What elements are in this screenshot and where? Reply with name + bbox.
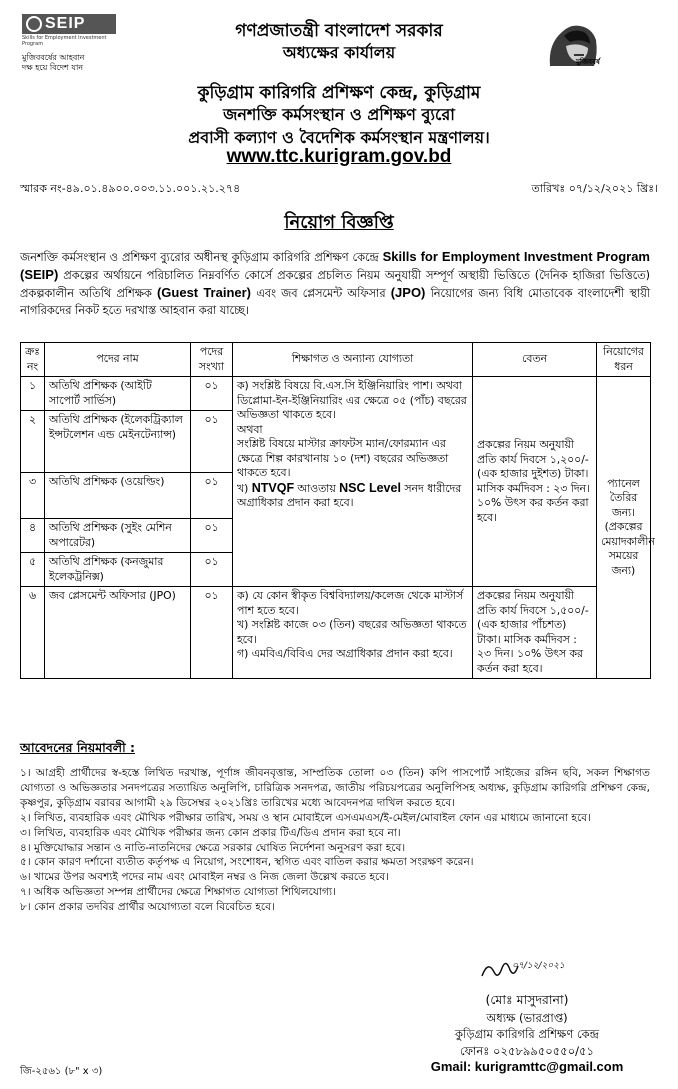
row-count: ০১: [191, 587, 233, 679]
signatory-phone: ফোনঃ ০২৫৮৯৯৫০৫৫০/৫১: [459, 1044, 594, 1058]
row-sl: ৪: [21, 519, 45, 553]
qualification-trainer: [233, 377, 473, 587]
qual-trainer-a: ক) সংশ্লিষ্ট বিষয়ে বি.এস.সি ইঞ্জিনিয়ারিং পাশ। অথবা ডিপ্লোমা-ইন-ইঞ্জিনিয়ারিং এর ক্ষেত্রে ০৫ (পাঁচ) বছরের অভিজ্ঞতা থাকতে হবে।: [237, 379, 467, 421]
signatory-designation: অধ্যক্ষ (ভারপ্রাপ্ত): [486, 1011, 568, 1025]
seip-logo-text: SEIP: [45, 15, 86, 32]
qual-jpo-b: খ) সংশ্লিষ্ট কাজে ০৩ (তিন) বছরের অভিজ্ঞতা থাকতে হবে।: [237, 618, 467, 646]
rules-title: আবেদনের নিয়মাবলী :: [20, 740, 136, 755]
salary-trainer: প্রকল্পের নিয়ম অনুযায়ী প্রতি কার্য দিবসে ১,২০০/- (এক হাজার দুইশত) টাকা। মাসিক কর্মদিবস : ২৩ দিন। ১০% উৎস কর কর্তন করা হবে।: [473, 377, 597, 587]
row-sl: ২: [21, 411, 45, 473]
rule-item: ৭। অধিক অভিজ্ঞতা সম্পন্ন প্রার্থীদের ক্ষেত্রে শিক্ষাগত যোগ্যতা শিথিলযোগ্য।: [20, 886, 336, 899]
email-label: Gmail:: [430, 1059, 475, 1074]
signatory-name: (মোঃ মাসুদরানা): [485, 992, 569, 1007]
rule-item: ২। লিখিত, ব্যবহারিক এবং মৌখিক পরীক্ষার তারিখ, সময় ও স্থান মোবাইলে এসএমএস/ই-মেইল/মোবাইল ফোন এর মাধ্যমে জানানো হবে।: [20, 811, 591, 824]
row-count: ০১: [191, 473, 233, 519]
rule-item: ৫। কোন কারণ দর্শানো ব্যতীত কর্তৃপক্ষ এ নিয়োগ, সংশোধন, স্থগিত এবং বাতিল করার ক্ষমতা সংরক্ষণ করেন।: [20, 856, 474, 869]
row-post: অতিথি প্রশিক্ষক (ইলেকট্রিক্যাল ইন্সটলেশন এন্ড মেইনটেন্যান্স): [45, 411, 191, 473]
row-count: ০১: [191, 411, 233, 473]
intro-text-3: এবং জব প্লেসমেন্ট অফিসার: [251, 287, 391, 300]
table-header-row: [21, 343, 651, 377]
row-post: অতিথি প্রশিক্ষক (আইটি সাপোর্ট সার্ভিস): [45, 377, 191, 411]
intro-text-1: জনশক্তি কর্মসংস্থান ও প্রশিক্ষণ ব্যুরোর অধীনস্থ কুড়িগ্রাম কারিগরি প্রশিক্ষণ কেন্দ্রে: [20, 251, 383, 264]
qual-trainer-nsc: NSC Level: [339, 480, 401, 495]
notice-title: নিয়োগ বিজ্ঞপ্তি: [284, 212, 394, 233]
intro-text-2: প্রকল্পের অর্থায়নে পরিচালিত নিম্নবর্ণিত কোর্সে প্রকল্পের প্রচলিত নিয়ম অনুযায়ী সম্পূর্ণ অস্থায়ী ভিত্তিতে (দৈনিক হাজিরা ভিত্তিতে) প্রকল্পকালীন অতিথি প্রশিক্ষক: [20, 269, 650, 300]
header-qualification: শিক্ষাগত ও অন্যান্য যোগ্যতা: [233, 343, 473, 377]
row-post: জব প্লেসমেন্ট অফিসার (JPO): [45, 587, 191, 679]
header-ministry: প্রবাসী কল্যাণ ও বৈদেশিক কর্মসংস্থান মন্ত্রণালয়।: [188, 128, 490, 147]
row-sl: ৩: [21, 473, 45, 519]
qual-jpo-a: ক) যে কোন স্বীকৃত বিশ্ববিদ্যালয়/কলেজ থেকে মাস্টার্স পাশ হতে হবে।: [237, 589, 464, 617]
signatory-office: কুড়িগ্রাম কারিগরি প্রশিক্ষণ কেন্দ্র: [455, 1027, 599, 1041]
qualification-jpo: [233, 587, 473, 679]
website-link[interactable]: www.ttc.kurigram.gov.bd: [226, 146, 452, 167]
table-row: [21, 587, 651, 679]
row-sl: ১: [21, 377, 45, 411]
row-post: অতিথি প্রশিক্ষক (সুইং মেশিন অপারেটর): [45, 519, 191, 553]
intro-program-name: Skills for Employment Investment Program (SEIP): [20, 249, 650, 282]
handwritten-signature: [478, 956, 565, 982]
positions-table: [20, 342, 655, 679]
row-sl: ৬: [21, 587, 45, 679]
qual-trainer-ntvqf: NTVQF: [251, 480, 295, 495]
emblem-text: মুজিববর্ষ: [576, 58, 600, 66]
intro-guest-trainer: (Guest Trainer): [156, 285, 252, 300]
signature-date: ০৭/১২/২০২১: [512, 961, 565, 971]
rule-item: ৪। মুক্তিযোদ্ধার সন্তান ও নাতি-নাতনিদের ক্ষেত্রে সরকার ঘোষিত নির্দেশনা অনুসরণ করা হবে।: [20, 841, 406, 854]
appointment-type: প্যানেল তৈরির জন্য। (প্রকল্পের মেয়াদকালীন সময়ের জন্য): [597, 377, 651, 679]
intro-jpo: (JPO): [390, 285, 426, 300]
row-count: ০১: [191, 377, 233, 411]
rule-item: ৮। কোন প্রকার তদবির প্রার্থীর অযোগ্যতা বলে বিবেচিত হবে।: [20, 901, 275, 914]
header-count: পদের সংখ্যা: [191, 343, 233, 377]
header-government: গণপ্রজাতন্ত্রী বাংলাদেশ সরকার: [235, 21, 443, 41]
row-post: অতিথি প্রশিক্ষক (ওয়েল্ডিং): [45, 473, 191, 519]
email-link[interactable]: kurigramttc@gmail.com: [474, 1059, 624, 1074]
qual-trainer-c-suffix: সনদ ধারীদের অগ্রাধিকার প্রদান করা হবে।: [237, 481, 462, 509]
row-count: ০১: [191, 519, 233, 553]
row-post: অতিথি প্রশিক্ষক (কনজুমার ইলেকট্রনিক্স): [45, 553, 191, 587]
table-row: [21, 377, 651, 411]
print-code: জি-২৫৬১ (৮" x ৩): [20, 1066, 103, 1077]
rule-item: ১। আগ্রহী প্রার্থীদের স্ব-হস্তে লিখিত দরখাস্ত, পূর্ণাঙ্গ জীবনবৃত্তান্ত, সাম্প্রতিক তোলা ০৩ (তিন) কপি পাসপোর্ট সাইজের রঙ্গিন ছবি, সকল শিক্ষাগত যোগ্যতা ও অভিজ্ঞতার সনদপত্রের সত্যায়িত অনুলিপি, চারিত্রিক সনদপত্র, জাতীয় পরিচয়পত্রের অনুলিপিসহ অধ্যক্ষ, কুড়িগ্রাম কারিগরি প্রশিক্ষণ কেন্দ্র, কৃষ্ণপুর, কুড়িগ্রাম বরাবর আগামী ২৯ ডিসেম্বর ২০২১খ্রিঃ তারিখের মধ্যে আবেদনপত্র দাখিল করতে হবে।: [20, 767, 650, 809]
header-bureau: জনশক্তি কর্মসংস্থান ও প্রশিক্ষণ ব্যুরো: [223, 105, 455, 124]
header-appointment-type: নিয়োগের ধরন: [597, 343, 651, 377]
qual-trainer-c-mid: আওতায়: [294, 481, 340, 495]
seip-logo-subtext: Skills for Employment Investment Program: [22, 35, 107, 47]
qual-trainer-c: [237, 481, 468, 511]
header-center: কুড়িগ্রাম কারিগরি প্রশিক্ষণ কেন্দ্র, কুড়িগ্রাম: [197, 83, 481, 103]
memo-reference: স্মারক নং-৪৯.০১.৪৯০০.০০৩.১১.০০১.২১.২৭৪: [20, 182, 241, 195]
rule-item: ৩। লিখিত, ব্যবহারিক এবং মৌখিক পরীক্ষার জন্য কোন প্রকার টিএ/ডিএ প্রদান করা হবে না।: [20, 826, 401, 839]
rule-item: ৬। খামের উপর অবশ্যই পদের নাম এবং মোবাইল নম্বর ও নিজ জেলা উল্লেখ করতে হবে।: [20, 871, 389, 884]
qual-trainer-c-prefix: খ): [237, 481, 252, 495]
memo-date: তারিখঃ ০৭/১২/২০২১ খ্রিঃ।: [531, 182, 658, 195]
header-salary: বেতন: [473, 343, 597, 377]
logo-slogan-line-1: মুজিববর্ষের আহবান: [22, 53, 85, 62]
row-sl: ৫: [21, 553, 45, 587]
signatory-email: [400, 1059, 654, 1075]
row-count: ০১: [191, 553, 233, 587]
qual-jpo-c: গ) এমবিএ/বিবিএ দের অগ্রাধিকার প্রদান করা হবে।: [237, 647, 453, 660]
header-office: অধ্যক্ষের কার্যালয়: [282, 43, 396, 62]
qual-trainer-b: সংশ্লিষ্ট বিষয়ে মাস্টার ক্রাফটস ম্যান/ফোরম্যান এর ক্ষেত্রে শিল্প কারখানায় ১০ (দশ) বছরের অভিজ্ঞতা থাকতে হবে।: [237, 437, 449, 479]
qual-trainer-or: অথবা: [237, 422, 263, 436]
logo-slogan-line-2: দক্ষ হয়ে বিদেশ যান: [22, 63, 84, 72]
header-post: পদের নাম: [45, 343, 191, 377]
salary-jpo: প্রকল্পের নিয়ম অনুযায়ী প্রতি কার্য দিবসে ১,৫০০/- (এক হাজার পাঁচশত) টাকা। মাসিক কর্মদিবস : ২৩ দিন। ১০% উৎস কর কর্তন করা হবে।: [473, 587, 597, 679]
header-sl: ক্রঃ নং: [21, 343, 45, 377]
intro-text-4: নিয়োগের জন্য বিধি মোতাবেক বাংলাদেশী স্থায়ী নাগরিকদের নিকট হতে দরখাস্ত আহবান করা যাচ্ছে।: [20, 287, 651, 317]
rules-list: [20, 766, 650, 915]
intro-paragraph: [20, 248, 650, 319]
